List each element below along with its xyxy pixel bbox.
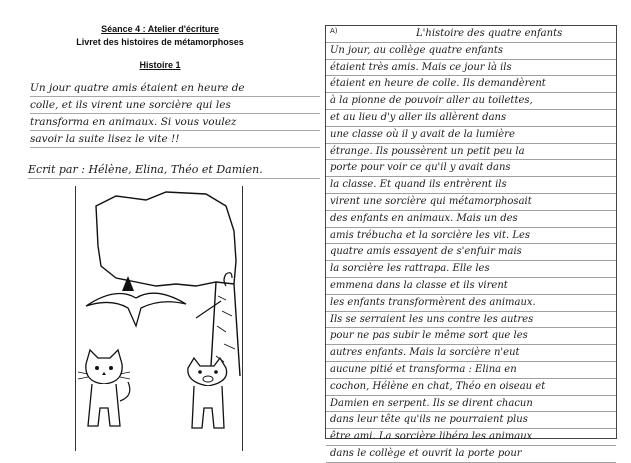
story-line: virent une sorcière qui métamorphosait: [326, 194, 616, 211]
story-line: quatre amis essayent de s'enfuir mais: [326, 244, 616, 261]
story-line: emmena dans la classe et ils virent: [326, 278, 616, 295]
story-line: étrange. Ils poussèrent un petit peu la: [326, 144, 616, 161]
story-line: aucune pitié et transforma : Elina en: [326, 362, 616, 379]
story-line: dans le collège et ouvrit la porte pour: [326, 446, 616, 463]
tree-branch: [196, 301, 221, 318]
cat-body: [88, 384, 120, 426]
tree-canopy: [96, 192, 236, 286]
story-line: la sorcière les rattrapa. Elle les: [326, 261, 616, 278]
illustration-svg: [76, 186, 242, 451]
story-line: étaient très amis. Mais ce jour là ils: [326, 60, 616, 77]
story-label: Histoire 1: [139, 60, 181, 70]
page-marker: A): [330, 27, 338, 35]
story-line: la classe. Et quand ils entrèrent ils: [326, 177, 616, 194]
story-line: être ami. La sorcière libéra les animaux: [326, 429, 616, 446]
pig-body: [192, 386, 224, 428]
cat-head: [86, 350, 122, 384]
story-line: une classe où il y avait de la lumière: [326, 127, 616, 144]
right-page: [325, 25, 617, 459]
story-line: pour ne pas subir le même sort que les: [326, 328, 616, 345]
story-line: les enfants transformèrent des animaux.: [326, 295, 616, 312]
story-line: des enfants en animaux. Mais un des: [326, 211, 616, 228]
author-line: Ecrit par : Hélène, Elina, Théo et Damien.: [28, 162, 320, 179]
intro-text: [30, 80, 320, 158]
story-line: Damien en serpent. Ils se dirent chacun: [326, 396, 616, 413]
story-line: dans leur tête qu'ils ne pourraient plus: [326, 412, 616, 429]
story-line: Ils se serraient les uns contre les autres: [326, 312, 616, 329]
story-line: à la pionne de pouvoir aller au toilettes,: [326, 93, 616, 110]
intro-line: transforma en animaux. Si vous voulez: [30, 114, 320, 131]
left-page: [0, 0, 320, 451]
tree-trunk: [211, 282, 240, 376]
story-title-line: L'histoire des quatre enfants: [326, 26, 616, 43]
story-line: étaient en heure de colle. Ils demandèrent: [326, 76, 616, 93]
intro-line: savoir la suite lisez le vite !!: [30, 131, 320, 148]
bird: [86, 293, 186, 326]
story-line: porte pour voir ce qu'il y avait dans: [326, 160, 616, 177]
session-title: Séance 4 : Atelier d'écriture: [101, 24, 219, 34]
trunk-texture: [216, 296, 235, 362]
story-line: amis trébucha et la sorcière les vit. Les: [326, 228, 616, 245]
story-line: autres enfants. Mais la sorcière n'eut: [326, 345, 616, 362]
booklet-title: Livret des histoires de métamorphoses: [76, 37, 244, 47]
story-line: cochon, Hélène en chat, Théo en oiseau et: [326, 379, 616, 396]
story-line: Un jour, au collège quatre enfants: [326, 43, 616, 60]
intro-line: colle, et ils virent une sorcière qui les: [30, 97, 320, 114]
intro-line: Un jour quatre amis étaient en heure de: [30, 80, 320, 97]
illustration: [75, 186, 243, 451]
story-line: et au lieu d'y aller ils allèrent dans: [326, 110, 616, 127]
